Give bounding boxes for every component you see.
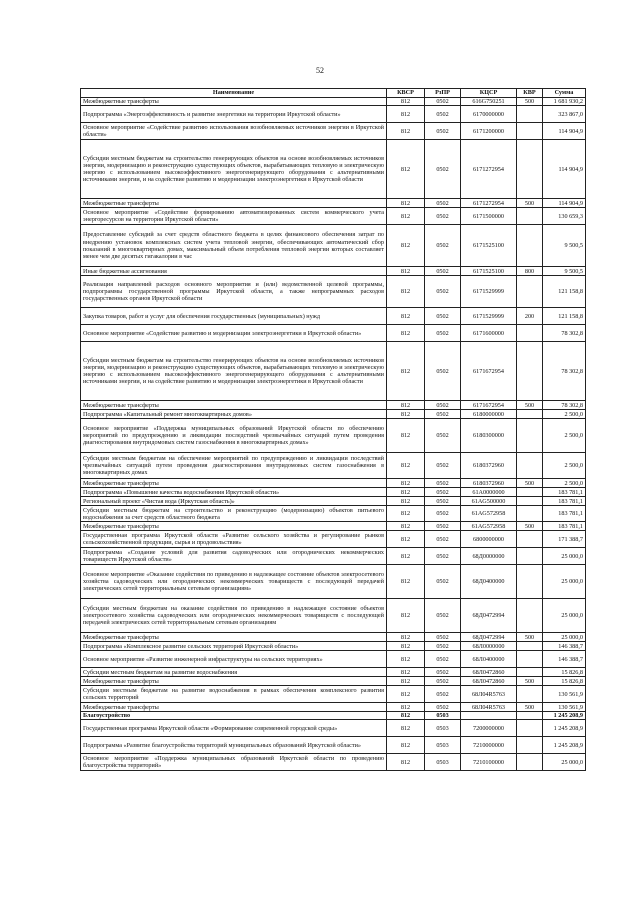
cell-kcsr: 6171529999	[461, 308, 517, 325]
cell-kvsr: 812	[387, 325, 425, 342]
table-row	[81, 410, 586, 419]
cell-kcsr: 7210100000	[461, 754, 517, 771]
cell-kvr	[517, 419, 543, 453]
cell-kvsr: 812	[387, 677, 425, 686]
cell-kcsr: 68Д0472994	[461, 599, 517, 633]
table-row	[81, 208, 586, 225]
cell-name: Основное мероприятие «Оказание содействия по приведению в надлежащее состояние объектов электросетевого хозяйства садоводческих или огороднических некоммерческих товариществ с последующей передачей электрических сетей территориальным сетевым организациям»	[81, 565, 387, 599]
cell-sum: 15 826,8	[543, 677, 586, 686]
cell-name: Межбюджетные трансферты	[81, 633, 387, 642]
cell-kvsr: 812	[387, 565, 425, 599]
cell-rzpr: 0502	[425, 276, 461, 308]
cell-kvsr: 812	[387, 479, 425, 488]
cell-kcsr: 6171529999	[461, 276, 517, 308]
cell-kcsr: 7200000000	[461, 720, 517, 737]
cell-sum: 15 826,8	[543, 668, 586, 677]
cell-sum: 2 500,0	[543, 419, 586, 453]
cell-kvsr: 812	[387, 668, 425, 677]
cell-kvr	[517, 548, 543, 565]
cell-kvr	[517, 720, 543, 737]
table-row	[81, 140, 586, 199]
cell-sum: 25 000,0	[543, 548, 586, 565]
cell-sum: 9 500,5	[543, 225, 586, 267]
cell-kvr: 500	[517, 199, 543, 208]
cell-rzpr: 0502	[425, 497, 461, 506]
cell-name: Подпрограмма «Капитальный ремонт многоквартирных домов»	[81, 410, 387, 419]
cell-kcsr: 61АG572958	[461, 506, 517, 522]
cell-kvsr: 812	[387, 106, 425, 123]
cell-kcsr: 6800000000	[461, 531, 517, 548]
cell-rzpr: 0503	[425, 712, 461, 720]
cell-kvr: 500	[517, 677, 543, 686]
cell-name: Государственная программа Иркутской области «Развитие сельского хозяйства и регулирование рынков сельскохозяйственной продукции, сырья и продовольствия»	[81, 531, 387, 548]
cell-name: Субсидии местным бюджетам на развитие водоснабжения в рамках обеспечения комплексного развития сельских территорий	[81, 686, 387, 703]
cell-rzpr: 0503	[425, 754, 461, 771]
cell-kvr	[517, 497, 543, 506]
cell-sum: 121 158,8	[543, 276, 586, 308]
table-header-row	[81, 89, 586, 98]
cell-kvr	[517, 737, 543, 754]
cell-rzpr: 0502	[425, 522, 461, 531]
cell-kvr	[517, 754, 543, 771]
table-row	[81, 703, 586, 712]
table-row	[81, 479, 586, 488]
table-row	[81, 225, 586, 267]
cell-kvsr: 812	[387, 308, 425, 325]
table-row	[81, 522, 586, 531]
page-number: 52	[316, 66, 324, 75]
cell-kvsr: 812	[387, 488, 425, 497]
table-row	[81, 737, 586, 754]
cell-sum: 146 388,7	[543, 642, 586, 651]
cell-name: Субсидии местным бюджетам на строительство генерирующих объектов на основе возобновляемых источников энергии, модернизацию и реконструкцию существующих объектов, вырабатывающих тепловую и электрическую энергию с использованием высокоэффективного энергогенерирующего оборудования с альтернативными источниками энергии, и на содействие развитию и модернизации электроэнергетики в Иркутской области	[81, 140, 387, 199]
cell-kcsr: 68Д0000000	[461, 548, 517, 565]
cell-sum: 9 500,5	[543, 267, 586, 276]
cell-rzpr: 0502	[425, 140, 461, 199]
cell-kcsr: 6171525100	[461, 225, 517, 267]
cell-kvsr: 812	[387, 522, 425, 531]
header-rzpr: РзПР	[425, 89, 461, 98]
cell-kcsr: 6171272954	[461, 140, 517, 199]
cell-kcsr: 68Л0000000	[461, 642, 517, 651]
header-kcsr: КЦСР	[461, 89, 517, 98]
cell-sum: 2 500,0	[543, 410, 586, 419]
cell-kvsr: 812	[387, 712, 425, 720]
cell-name: Подпрограмма «Комплексное развитие сельских территорий Иркутской области»	[81, 642, 387, 651]
cell-kvr	[517, 651, 543, 668]
cell-kvr	[517, 668, 543, 677]
cell-name: Региональный проект «Чистая вода (Иркутская область)»	[81, 497, 387, 506]
table-row	[81, 531, 586, 548]
cell-kcsr: 68Л0472860	[461, 668, 517, 677]
table-body	[81, 98, 586, 771]
cell-kvr	[517, 712, 543, 720]
cell-name: Межбюджетные трансферты	[81, 479, 387, 488]
cell-sum: 1 245 208,9	[543, 737, 586, 754]
cell-name: Иные бюджетные ассигнования	[81, 267, 387, 276]
table-row	[81, 651, 586, 668]
cell-kvsr: 812	[387, 548, 425, 565]
cell-kvr: 200	[517, 308, 543, 325]
cell-rzpr: 0503	[425, 720, 461, 737]
cell-kvsr: 812	[387, 703, 425, 712]
table-row	[81, 668, 586, 677]
cell-kvr: 800	[517, 267, 543, 276]
cell-rzpr: 0502	[425, 488, 461, 497]
cell-sum: 183 781,1	[543, 522, 586, 531]
cell-kvsr: 812	[387, 642, 425, 651]
cell-kvr	[517, 140, 543, 199]
cell-kcsr: 6171200000	[461, 123, 517, 140]
cell-rzpr: 0502	[425, 642, 461, 651]
cell-name: Субсидии местным бюджетам на строительство генерирующих объектов на основе возобновляемых источников энергии, модернизацию и реконструкцию существующих объектов, вырабатывающих тепловую и электрическую энергию с использованием высокоэффективного энергогенерирующего оборудования с альтернативными источниками энергии, и на содействие развитию и модернизации электроэнергетики в Иркутской области	[81, 342, 387, 401]
cell-name: Подпрограмма «Энергоэффективность и развитие энергетики на территории Иркутской области»	[81, 106, 387, 123]
header-sum: Сумма	[543, 89, 586, 98]
cell-kvr: 500	[517, 479, 543, 488]
cell-kvr	[517, 531, 543, 548]
cell-rzpr: 0502	[425, 599, 461, 633]
cell-kvsr: 812	[387, 754, 425, 771]
cell-sum: 78 302,8	[543, 401, 586, 410]
cell-kvr: 500	[517, 703, 543, 712]
cell-rzpr: 0502	[425, 419, 461, 453]
cell-rzpr: 0502	[425, 342, 461, 401]
cell-sum: 78 302,8	[543, 342, 586, 401]
cell-kvr	[517, 208, 543, 225]
cell-sum: 323 867,0	[543, 106, 586, 123]
table-row	[81, 642, 586, 651]
cell-name: Основное мероприятие «Поддержка муниципальных образований Иркутской области по проведению благоустройства территорий»	[81, 754, 387, 771]
cell-sum: 25 000,0	[543, 599, 586, 633]
cell-rzpr: 0502	[425, 325, 461, 342]
cell-name: Субсидии местным бюджетам на оказание содействия по приведению в надлежащее состояние объектов электросетевого хозяйства садоводческих или огороднических некоммерческих товариществ с последующей передачей электрических сетей территориальным сетевым организациям	[81, 599, 387, 633]
cell-kcsr: 616G750251	[461, 98, 517, 106]
cell-kcsr: 6171672954	[461, 401, 517, 410]
cell-kcsr: 6171272954	[461, 199, 517, 208]
cell-sum: 25 000,0	[543, 633, 586, 642]
cell-kcsr: 6180000000	[461, 410, 517, 419]
cell-kcsr: 68Л0400000	[461, 651, 517, 668]
cell-sum: 130 561,9	[543, 703, 586, 712]
cell-name: Подпрограмма «Создание условий для развития садоводческих или огороднических некоммерческих товариществ Иркутской области»	[81, 548, 387, 565]
cell-kvsr: 812	[387, 342, 425, 401]
cell-name: Подпрограмма «Повышение качества водоснабжения Иркутской области»	[81, 488, 387, 497]
cell-kcsr: 61А0000000	[461, 488, 517, 497]
header-name: Наименование	[81, 89, 387, 98]
cell-name: Подпрограмма «Развитие благоустройства территорий муниципальных образований Иркутской области»	[81, 737, 387, 754]
cell-sum: 121 158,8	[543, 308, 586, 325]
cell-rzpr: 0502	[425, 106, 461, 123]
cell-rzpr: 0502	[425, 98, 461, 106]
cell-rzpr: 0503	[425, 737, 461, 754]
cell-kvr	[517, 488, 543, 497]
cell-kvsr: 812	[387, 410, 425, 419]
cell-rzpr: 0502	[425, 225, 461, 267]
table-row	[81, 106, 586, 123]
cell-kvr: 500	[517, 522, 543, 531]
cell-rzpr: 0502	[425, 668, 461, 677]
cell-kcsr: 6170000000	[461, 106, 517, 123]
cell-name: Межбюджетные трансферты	[81, 703, 387, 712]
budget-table	[80, 88, 586, 771]
cell-kvsr: 812	[387, 720, 425, 737]
cell-kvr	[517, 106, 543, 123]
cell-kvsr: 812	[387, 737, 425, 754]
cell-sum: 25 000,0	[543, 565, 586, 599]
cell-kvsr: 812	[387, 208, 425, 225]
cell-rzpr: 0502	[425, 633, 461, 642]
cell-sum: 114 904,9	[543, 199, 586, 208]
table-row	[81, 276, 586, 308]
cell-rzpr: 0502	[425, 267, 461, 276]
cell-kvsr: 812	[387, 506, 425, 522]
table-row	[81, 199, 586, 208]
cell-sum: 130 659,3	[543, 208, 586, 225]
cell-name: Межбюджетные трансферты	[81, 199, 387, 208]
cell-kvsr: 812	[387, 276, 425, 308]
cell-kcsr: 68Л04R5763	[461, 703, 517, 712]
cell-kvsr: 812	[387, 453, 425, 479]
cell-name: Государственная программа Иркутской области «Формирование современной городской среды»	[81, 720, 387, 737]
cell-name: Основное мероприятие «Развитие инженерной инфраструктуры на сельских территориях»	[81, 651, 387, 668]
cell-kvsr: 812	[387, 419, 425, 453]
cell-kcsr: 61АG572958	[461, 522, 517, 531]
table-row	[81, 342, 586, 401]
cell-sum: 2 500,0	[543, 453, 586, 479]
table-row	[81, 267, 586, 276]
cell-kvr: 500	[517, 98, 543, 106]
cell-rzpr: 0502	[425, 401, 461, 410]
table-row	[81, 497, 586, 506]
cell-sum: 1 681 930,2	[543, 98, 586, 106]
cell-kvsr: 812	[387, 267, 425, 276]
cell-kvsr: 812	[387, 633, 425, 642]
table-row	[81, 325, 586, 342]
cell-rzpr: 0502	[425, 410, 461, 419]
header-kvr: КВР	[517, 89, 543, 98]
cell-sum: 114 904,9	[543, 123, 586, 140]
cell-sum: 25 000,0	[543, 754, 586, 771]
cell-kvr	[517, 506, 543, 522]
cell-kcsr: 6171500000	[461, 208, 517, 225]
table-row	[81, 677, 586, 686]
cell-kcsr: 68Л04R5763	[461, 686, 517, 703]
cell-kcsr: 68Л0472860	[461, 677, 517, 686]
table-row	[81, 686, 586, 703]
cell-kcsr: 6171672954	[461, 342, 517, 401]
table-row	[81, 720, 586, 737]
cell-name: Основное мероприятие «Содействие развитию использования возобновляемых источников энергии в Иркутской области»	[81, 123, 387, 140]
cell-name: Закупка товаров, работ и услуг для обеспечения государственных (муниципальных) нужд	[81, 308, 387, 325]
cell-rzpr: 0502	[425, 208, 461, 225]
table-row	[81, 419, 586, 453]
cell-name: Межбюджетные трансферты	[81, 677, 387, 686]
cell-sum: 183 781,1	[543, 497, 586, 506]
cell-name: Межбюджетные трансферты	[81, 401, 387, 410]
cell-kvr	[517, 686, 543, 703]
cell-rzpr: 0502	[425, 123, 461, 140]
cell-name: Основное мероприятие «Содействие формированию автоматизированных систем коммерческого учета энергоресурсов на территории Иркутской области»	[81, 208, 387, 225]
cell-rzpr: 0502	[425, 506, 461, 522]
table-row	[81, 506, 586, 522]
table-row	[81, 453, 586, 479]
cell-name: Предоставление субсидий за счет средств областного бюджета в целях финансового обеспечения затрат по внедрению установок комплексных систем учета тепловой энергии, обеспечивающих автоматический сбор показаний в многоквартирных домах, максимальный объем потребления тепловой энергии которых составляет менее чем две десятых гигакалории в час	[81, 225, 387, 267]
cell-name: Субсидии местным бюджетам на обеспечение мероприятий по предупреждению и ликвидации последствий чрезвычайных ситуаций путем проведения диагностирования внутридомовых систем газоснабжения в многоквартирных домах	[81, 453, 387, 479]
cell-kvr	[517, 453, 543, 479]
table-row	[81, 488, 586, 497]
cell-kvsr: 812	[387, 199, 425, 208]
cell-kvr	[517, 565, 543, 599]
cell-kcsr: 68Д0472994	[461, 633, 517, 642]
cell-rzpr: 0502	[425, 703, 461, 712]
cell-name: Основное мероприятие «Содействие развитию и модернизации электроэнергетики в Иркутской области»	[81, 325, 387, 342]
cell-rzpr: 0502	[425, 531, 461, 548]
cell-kcsr: 6171600000	[461, 325, 517, 342]
cell-kvr	[517, 599, 543, 633]
cell-rzpr: 0502	[425, 199, 461, 208]
header-kvsr: КВСР	[387, 89, 425, 98]
cell-sum: 183 781,1	[543, 506, 586, 522]
cell-kvsr: 812	[387, 531, 425, 548]
cell-kcsr: 6171525100	[461, 267, 517, 276]
cell-sum: 1 245 208,9	[543, 712, 586, 720]
cell-rzpr: 0502	[425, 651, 461, 668]
cell-rzpr: 0502	[425, 548, 461, 565]
table-row	[81, 633, 586, 642]
cell-kvr	[517, 123, 543, 140]
cell-rzpr: 0502	[425, 677, 461, 686]
cell-name: Реализация направлений расходов основного мероприятия и (или) ведомственной целевой программы, подпрограммы государственной программы Иркутской области, а также непрограммных расходов государственных органов Иркутской области	[81, 276, 387, 308]
cell-kcsr: 68Д0400000	[461, 565, 517, 599]
cell-kcsr: 6180372960	[461, 453, 517, 479]
cell-kvr	[517, 342, 543, 401]
cell-kvr	[517, 410, 543, 419]
cell-kcsr: 6180300000	[461, 419, 517, 453]
cell-kvsr: 812	[387, 140, 425, 199]
table-row	[81, 712, 586, 720]
cell-sum: 114 904,9	[543, 140, 586, 199]
cell-kvsr: 812	[387, 651, 425, 668]
cell-kvr: 500	[517, 633, 543, 642]
cell-kvr	[517, 325, 543, 342]
cell-kcsr: 7210000000	[461, 737, 517, 754]
cell-kvsr: 812	[387, 98, 425, 106]
cell-rzpr: 0502	[425, 453, 461, 479]
cell-name: Субсидии местным бюджетам на строительство и реконструкцию (модернизацию) объектов питьевого водоснабжения за счет средств областного бюджета	[81, 506, 387, 522]
cell-kvsr: 812	[387, 686, 425, 703]
table-row	[81, 548, 586, 565]
table-row	[81, 308, 586, 325]
cell-rzpr: 0502	[425, 565, 461, 599]
cell-name: Субсидии местным бюджетам на развитие водоснабжения	[81, 668, 387, 677]
cell-sum: 146 388,7	[543, 651, 586, 668]
table-row	[81, 565, 586, 599]
cell-name: Основное мероприятие «Поддержка муниципальных образований Иркутской области по обеспечению мероприятий по предупреждению и ликвидации последствий чрезвычайных ситуаций путем проведения диагностирования внутридомовых систем газоснабжения в многоквартирных домах»	[81, 419, 387, 453]
cell-kvsr: 812	[387, 401, 425, 410]
cell-sum: 130 561,9	[543, 686, 586, 703]
cell-sum: 171 388,7	[543, 531, 586, 548]
cell-name: Межбюджетные трансферты	[81, 522, 387, 531]
cell-sum: 1 245 208,9	[543, 720, 586, 737]
table-row	[81, 401, 586, 410]
cell-rzpr: 0502	[425, 308, 461, 325]
cell-kvsr: 812	[387, 123, 425, 140]
cell-kvsr: 812	[387, 225, 425, 267]
table-row	[81, 754, 586, 771]
cell-kvsr: 812	[387, 497, 425, 506]
cell-name: Межбюджетные трансферты	[81, 98, 387, 106]
cell-kcsr: 61АG500000	[461, 497, 517, 506]
cell-sum: 2 500,0	[543, 479, 586, 488]
cell-kvsr: 812	[387, 599, 425, 633]
cell-rzpr: 0502	[425, 479, 461, 488]
table-row	[81, 123, 586, 140]
cell-rzpr: 0502	[425, 686, 461, 703]
cell-sum: 183 781,1	[543, 488, 586, 497]
table-row	[81, 599, 586, 633]
cell-name: Благоустройство	[81, 712, 387, 720]
cell-kcsr	[461, 712, 517, 720]
cell-kcsr: 6180372960	[461, 479, 517, 488]
cell-kvr	[517, 276, 543, 308]
cell-kvr: 500	[517, 401, 543, 410]
table-row	[81, 98, 586, 106]
cell-sum: 78 302,8	[543, 325, 586, 342]
cell-kvr	[517, 225, 543, 267]
cell-kvr	[517, 642, 543, 651]
